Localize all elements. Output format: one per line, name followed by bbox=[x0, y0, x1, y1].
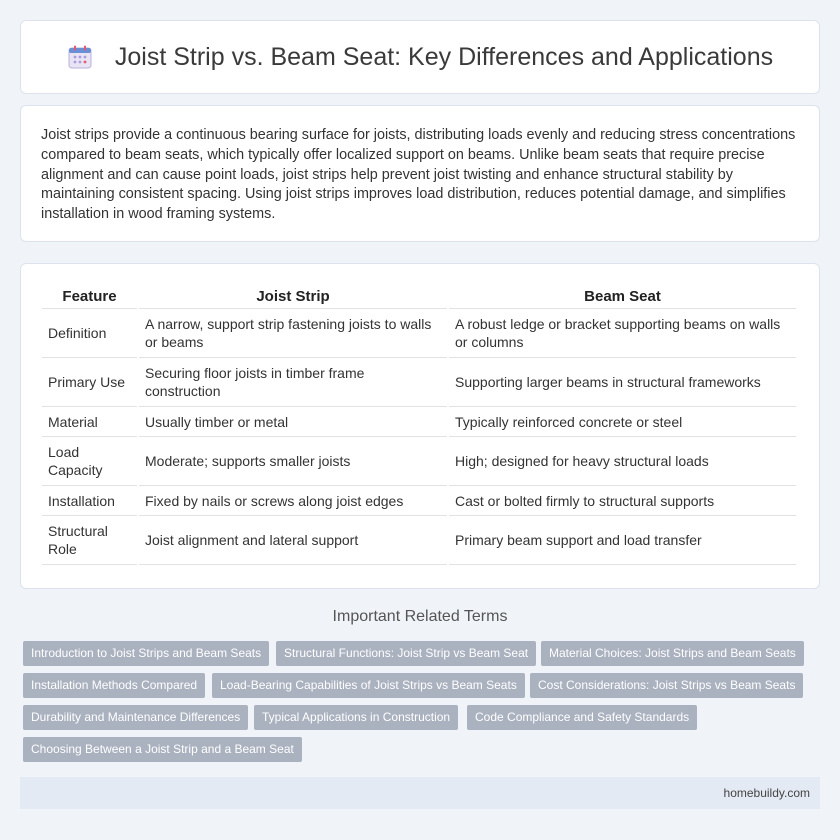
intro-card bbox=[20, 105, 820, 242]
related-tag[interactable]: Material Choices: Joist Strips and Beam Seats bbox=[541, 641, 804, 666]
joist-strip-cell: A narrow, support strip fastening joists to walls or beams bbox=[139, 309, 447, 358]
feature-cell: Material bbox=[42, 407, 137, 437]
joist-strip-cell: Usually timber or metal bbox=[139, 407, 447, 437]
intro-paragraph: Joist strips provide a continuous bearing surface for joists, distributing loads evenly and reducing stress concentrations compared to beam seats, which typically offer localized support on beams. Unlike beam seats that require precise alignment and can cause point loads, joist strips help prevent joist twisting and enhance structural stability by maintaining consistent spacing. Using joist strips improves load distribution, reduces potential damage, and simplifies installation in wood framing systems. bbox=[41, 127, 796, 223]
comparison-table bbox=[40, 284, 798, 565]
related-tag[interactable]: Installation Methods Compared bbox=[23, 673, 205, 698]
joist-strip-cell: Fixed by nails or screws along joist edges bbox=[139, 486, 447, 516]
footer bbox=[20, 777, 820, 809]
related-tag[interactable]: Durability and Maintenance Differences bbox=[23, 705, 248, 730]
column-header-joist-strip: Joist Strip bbox=[139, 284, 447, 309]
page-title: Joist Strip vs. Beam Seat: Key Differences and Applications bbox=[114, 42, 774, 71]
joist-strip-cell: Securing floor joists in timber frame construction bbox=[139, 358, 447, 407]
footer-site-link[interactable]: homebuildy.com bbox=[723, 786, 810, 800]
column-header-beam-seat: Beam Seat bbox=[449, 284, 796, 309]
table-row bbox=[42, 358, 796, 407]
comparison-table-card bbox=[20, 263, 820, 589]
related-tag[interactable]: Load-Bearing Capabilities of Joist Strips vs Beam Seats bbox=[212, 673, 525, 698]
beam-seat-cell: Typically reinforced concrete or steel bbox=[449, 407, 796, 437]
beam-seat-cell: A robust ledge or bracket supporting beams on walls or columns bbox=[449, 309, 796, 358]
table-row bbox=[42, 407, 796, 437]
related-tag[interactable]: Typical Applications in Construction bbox=[254, 705, 458, 730]
header-card bbox=[20, 20, 820, 94]
calendar-icon bbox=[67, 44, 93, 70]
table-row bbox=[42, 437, 796, 486]
feature-cell: Primary Use bbox=[42, 358, 137, 407]
title-wrap bbox=[67, 43, 773, 72]
table-header-row bbox=[42, 284, 796, 309]
joist-strip-cell: Joist alignment and lateral support bbox=[139, 516, 447, 565]
related-tag[interactable]: Cost Considerations: Joist Strips vs Beam Seats bbox=[530, 673, 803, 698]
related-tag[interactable]: Structural Functions: Joist Strip vs Beam Seat bbox=[276, 641, 536, 666]
related-tag[interactable]: Choosing Between a Joist Strip and a Beam Seat bbox=[23, 737, 302, 762]
feature-cell: Definition bbox=[42, 309, 137, 358]
joist-strip-cell: Moderate; supports smaller joists bbox=[139, 437, 447, 486]
table-row bbox=[42, 516, 796, 565]
related-tag[interactable]: Introduction to Joist Strips and Beam Seats bbox=[23, 641, 269, 666]
column-header-feature: Feature bbox=[42, 284, 137, 309]
beam-seat-cell: Primary beam support and load transfer bbox=[449, 516, 796, 565]
beam-seat-cell: Cast or bolted firmly to structural supports bbox=[449, 486, 796, 516]
beam-seat-cell: Supporting larger beams in structural frameworks bbox=[449, 358, 796, 407]
feature-cell: Structural Role bbox=[42, 516, 137, 565]
related-tag[interactable]: Code Compliance and Safety Standards bbox=[467, 705, 697, 730]
table-row bbox=[42, 486, 796, 516]
related-terms-heading: Important Related Terms bbox=[332, 608, 508, 625]
table-row bbox=[42, 309, 796, 358]
feature-cell: Installation bbox=[42, 486, 137, 516]
beam-seat-cell: High; designed for heavy structural loads bbox=[449, 437, 796, 486]
feature-cell: Load Capacity bbox=[42, 437, 137, 486]
